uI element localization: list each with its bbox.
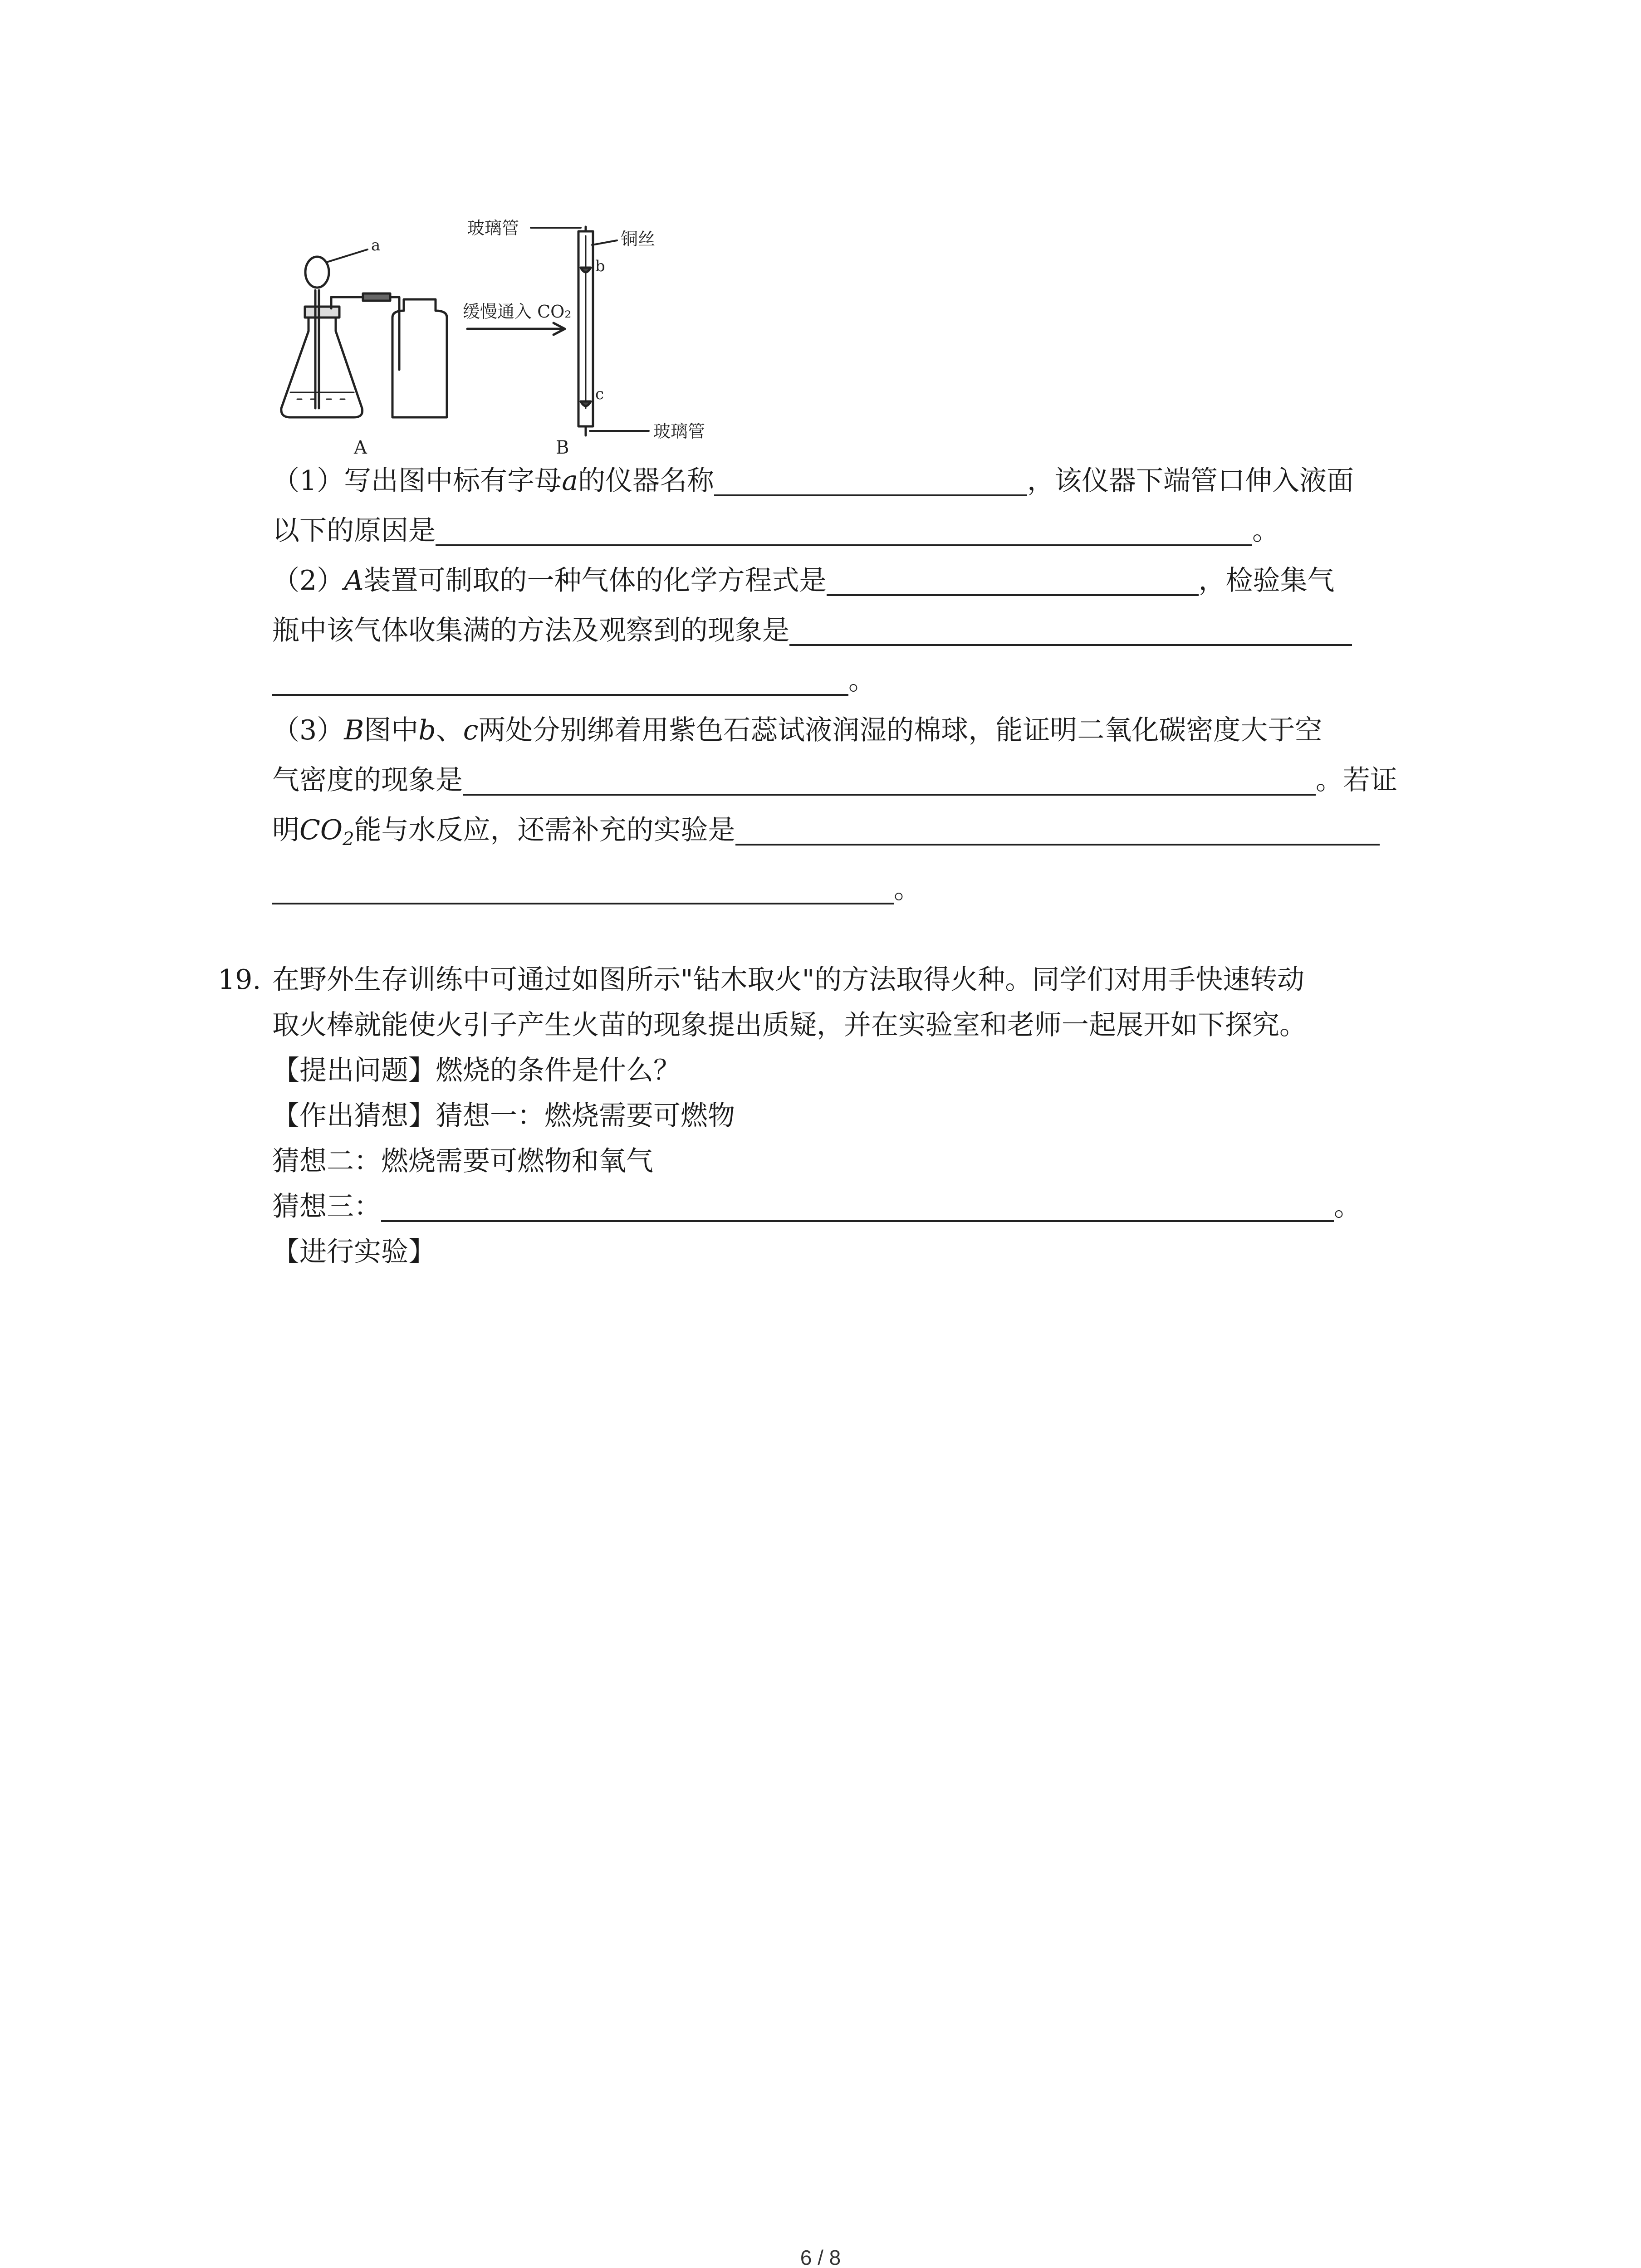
text: 瓶中该气体收集满的方法及观察到的现象是 <box>272 615 789 646</box>
label-copper-wire: 铜丝 <box>621 229 656 249</box>
answer-blank-method-part1[interactable] <box>789 615 1352 646</box>
q18-part3-line4 <box>272 871 921 907</box>
text: 明 <box>272 814 299 846</box>
q19-line3: 【提出问题】燃烧的条件是什么？ <box>272 1055 681 1086</box>
label-glass-tube-top: 玻璃管 <box>467 218 519 238</box>
label-A: A <box>354 437 367 458</box>
text: 。若证 <box>1316 764 1397 796</box>
var-A: A <box>344 565 364 596</box>
q19-number: 19. <box>218 964 261 996</box>
label-a: a <box>371 236 381 254</box>
text: 猜想三： <box>272 1191 381 1222</box>
label-B: B <box>556 437 569 458</box>
q18-part1-line2 <box>272 513 1279 549</box>
text: 。 <box>894 873 921 905</box>
answer-blank-supplementary-experiment-part2[interactable] <box>272 874 894 904</box>
q18-part3-line2 <box>272 762 1397 798</box>
text: 的仪器名称 <box>578 465 714 497</box>
answer-blank-method-part2[interactable] <box>272 665 848 696</box>
text: 两处分别绑着用紫色石蕊试液润湿的棉球，能证明二氧化碳密度大于空 <box>478 714 1323 746</box>
q18-part2-line1 <box>272 562 1335 599</box>
answer-blank-density-phenomenon[interactable] <box>463 765 1316 796</box>
answer-blank-instrument-name[interactable] <box>714 465 1027 496</box>
q19-line7: 【进行实验】 <box>272 1236 436 1268</box>
apparatus-figure <box>272 218 794 458</box>
page-number: 6 / 8 <box>800 2246 841 2268</box>
q19-line6 <box>272 1188 1361 1225</box>
label-co2-inlet: 缓慢通入 CO₂ <box>463 302 572 322</box>
text: 气密度的现象是 <box>272 764 463 796</box>
text: （2） <box>272 565 344 596</box>
text: 能与水反应，还需补充的实验是 <box>354 814 735 846</box>
var-B: B <box>344 714 364 746</box>
answer-blank-equation[interactable] <box>827 565 1199 596</box>
q18-part3-line3 <box>272 812 1380 857</box>
q18-part2-line3 <box>272 662 876 699</box>
text: ，检验集气 <box>1198 565 1335 596</box>
q19-line1: 在野外生存训练中可通过如图所示"钻木取火"的方法取得火种。同学们对用手快速转动 <box>272 964 1305 996</box>
text: 以下的原因是 <box>272 515 436 547</box>
label-glass-tube-bottom: 玻璃管 <box>653 421 705 441</box>
q19-line5: 猜想二：燃烧需要可燃物和氧气 <box>272 1145 653 1177</box>
formula-subscript: 2 <box>343 829 354 850</box>
var-a: a <box>562 465 578 497</box>
answer-blank-supplementary-experiment-part1[interactable] <box>735 815 1380 846</box>
text: 。 <box>1334 1191 1361 1222</box>
q19-line2: 取火棒就能使火引子产生火苗的现象提出质疑，并在实验室和老师一起展开如下探究。 <box>272 1009 1307 1041</box>
text: （1）写出图中标有字母 <box>272 465 562 497</box>
text: 、 <box>436 714 463 746</box>
var-b: b <box>418 714 436 746</box>
text: 装置可制取的一种气体的化学方程式是 <box>363 565 827 596</box>
label-b: b <box>595 257 605 275</box>
answer-blank-hypothesis-3[interactable] <box>381 1191 1334 1222</box>
text: 。 <box>1252 515 1279 547</box>
label-c: c <box>595 385 604 403</box>
answer-blank-reason[interactable] <box>436 515 1252 546</box>
text: （3） <box>272 714 344 746</box>
q18-part1-line1 <box>272 463 1354 499</box>
text: 图中 <box>364 714 419 746</box>
q18-part2-line2 <box>272 612 1352 649</box>
text: ，该仪器下端管口伸入液面 <box>1027 465 1354 497</box>
q18-part3-line1 <box>272 712 1322 748</box>
formula-co2: CO <box>299 814 343 846</box>
q19-line4: 【作出猜想】猜想一：燃烧需要可燃物 <box>272 1100 735 1132</box>
var-c: c <box>463 714 479 746</box>
text: 。 <box>848 665 876 696</box>
